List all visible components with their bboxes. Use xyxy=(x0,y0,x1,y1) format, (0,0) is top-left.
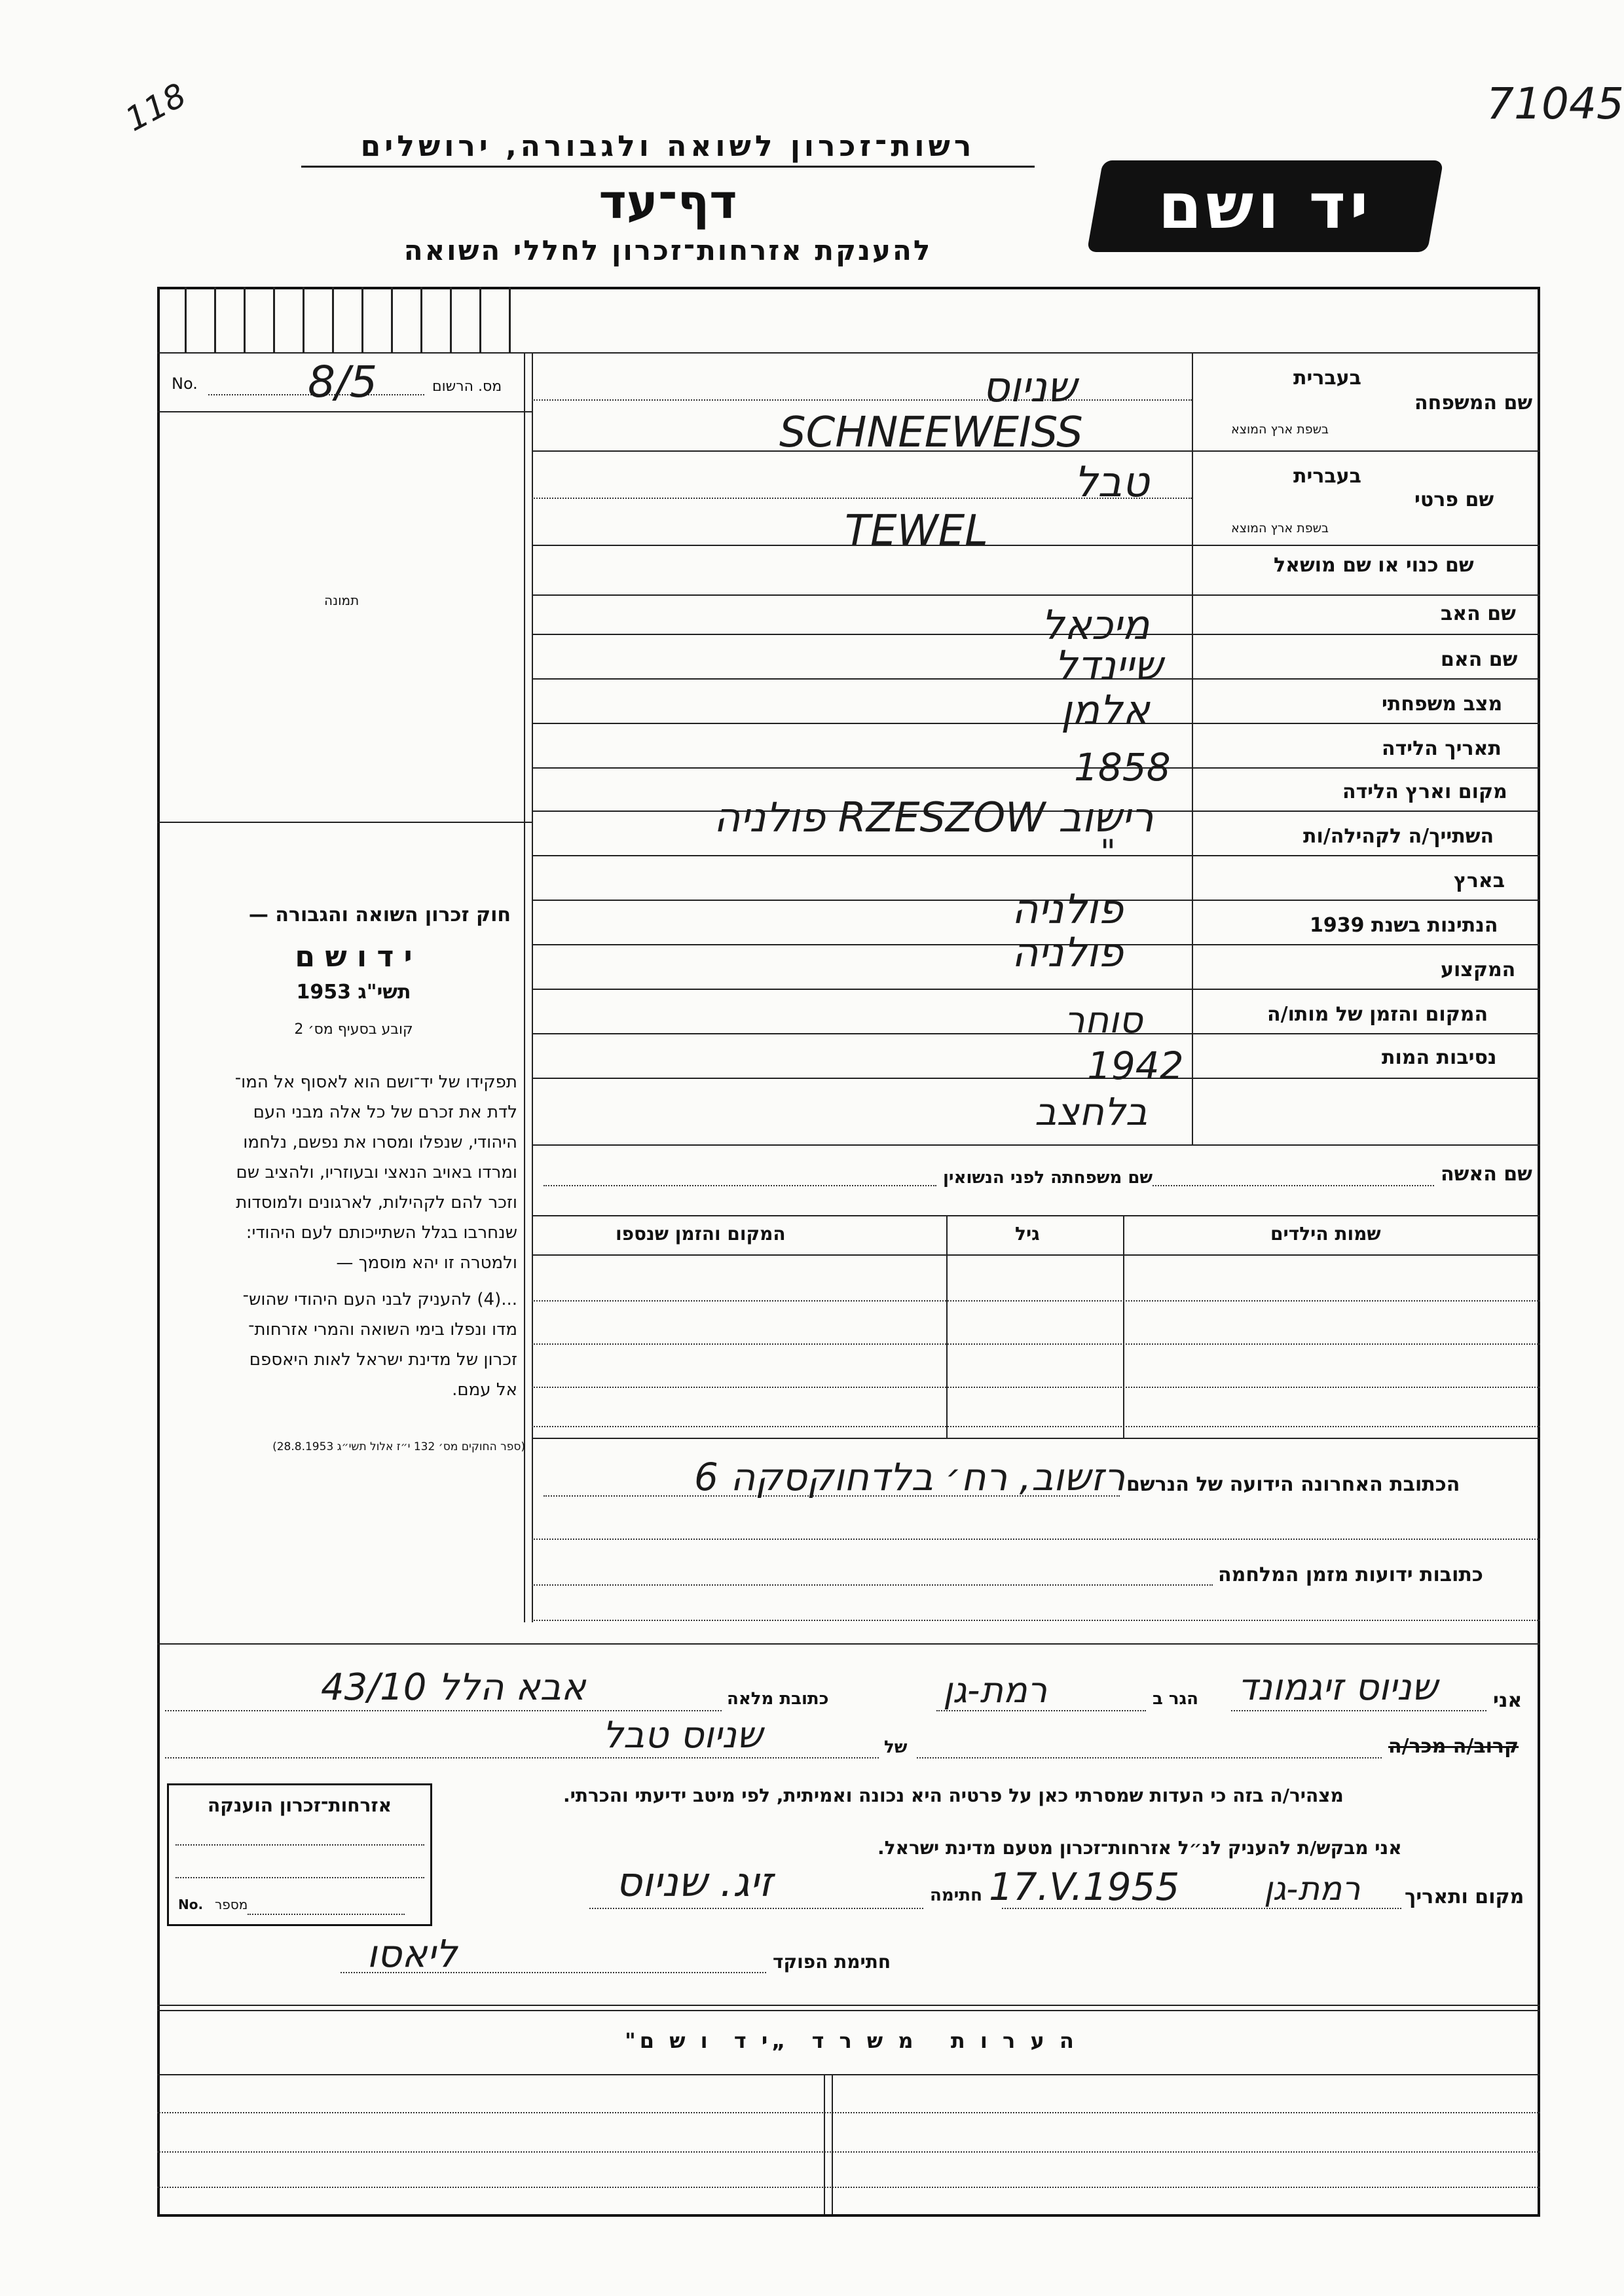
value-mother: שיינדל xyxy=(1054,642,1163,689)
office-notes-heading: ה ע ר ו ת מ ש ר ד „י ד ו ש ם" xyxy=(625,2028,1078,2053)
value-declarant-name: שניוס זיגמונד xyxy=(1238,1666,1438,1709)
label-country: בארץ xyxy=(1454,869,1505,892)
value-officer-signature: ליאסו xyxy=(367,1931,458,1976)
law-line: שנחרבו בגלל השתייכותם לעם היהודי: xyxy=(246,1223,517,1243)
registration-no-label: No. xyxy=(172,374,198,393)
label-i: אני xyxy=(1493,1689,1522,1712)
value-birth-date: 1858 xyxy=(1074,745,1171,790)
value-declarant-city: רמת-גן xyxy=(943,1669,1048,1711)
law-line: ולמטרה זו יהא מוסמך — xyxy=(336,1253,517,1273)
label-birth-place: מקום וארץ הלידה xyxy=(1342,780,1507,803)
document-subtitle: להענקת אזרחות־זכרון לחללי השואה xyxy=(403,234,932,266)
certificate-title: אזרחות־זכרון הוענקה xyxy=(208,1795,392,1816)
label-wartime-addresses: כתובות ידועות מזמן המלחמה xyxy=(1218,1563,1483,1586)
document-title: דף־עד xyxy=(599,174,737,229)
law-source: (ספר החוקים מס׳ 132 י״ז אלול תשי״ג 28.8.1953) xyxy=(272,1440,525,1453)
label-family-name: שם המשפחה xyxy=(1414,392,1533,414)
label-father: שם האב xyxy=(1441,602,1516,625)
value-marital: אלמן xyxy=(1061,686,1150,734)
value-death-cause: בלחצב xyxy=(1035,1089,1148,1134)
label-first-origin-language: בשפת ארץ המוצא xyxy=(1231,521,1329,536)
yad-vashem-logo: יד ושם xyxy=(1087,160,1444,252)
label-marital: מצב משפחתי xyxy=(1382,693,1503,716)
label-death-cause: נסיבות המות xyxy=(1382,1046,1497,1069)
header-age: גיל xyxy=(1015,1223,1040,1245)
label-maiden-name: שם משפחתה לפני הנשואין xyxy=(943,1168,1153,1188)
value-signature: זיג. שניוס xyxy=(616,1858,773,1906)
certificate-no-label: No. xyxy=(178,1897,204,1912)
law-line: היהודי, שנפלו ומסרו את נפשם, נלחמו xyxy=(243,1133,517,1152)
label-signature: חתימה xyxy=(930,1886,982,1905)
label-of: של xyxy=(884,1738,908,1757)
label-full-address: כתובת מלאה xyxy=(727,1689,829,1709)
value-family-origin: SCHNEEWEISS xyxy=(779,409,1083,457)
law-line: מדו ונפלו בימי השואה והמרי אזרחות־ xyxy=(248,1320,517,1339)
registration-number: 8/5 xyxy=(308,357,378,407)
law-line: תפקידו של יד־ושם הוא לאסוף אל המו־ xyxy=(234,1072,517,1092)
label-in-hebrew-2: בעברית xyxy=(1293,465,1361,488)
value-birth-place: רישוב RZESZOW פולניה xyxy=(714,793,1154,841)
value-date: 17.V.1955 xyxy=(989,1865,1180,1909)
archive-number-right: 71045 xyxy=(1486,79,1624,129)
value-declarant-address: אבא הלל 43/10 xyxy=(321,1666,586,1709)
label-resides: הגר ב xyxy=(1153,1689,1199,1709)
top-grid xyxy=(157,287,537,352)
value-first-hebrew: טבל xyxy=(1074,458,1149,507)
declaration-statement-2: אני מבקש/ת להעניק לנ״ל אזרחות־זכרון מטעם מדינת ישראל. xyxy=(877,1837,1402,1859)
value-last-address: רזשוב, רח׳ בלדחוקסקה 6 xyxy=(694,1455,1126,1499)
law-name: י ד ו ש ם xyxy=(295,940,413,974)
law-text xyxy=(177,1067,517,1405)
label-place-date: מקום ותאריך xyxy=(1405,1886,1524,1908)
value-community: " xyxy=(1100,833,1116,872)
value-place: רמת-גן xyxy=(1264,1870,1361,1908)
label-nickname: שם כנוי או שם מושאל xyxy=(1274,554,1474,577)
law-clause: קובע בסעיף מס׳ 2 xyxy=(294,1021,413,1038)
value-relation: שניוס טבל xyxy=(602,1714,763,1757)
header-place-time-died: המקום והזמן שנספו xyxy=(616,1223,786,1245)
value-first-origin: TEWEL xyxy=(845,507,988,555)
registration-label: מס. הרשום xyxy=(432,378,502,395)
value-death-year: 1942 xyxy=(1087,1044,1184,1088)
archive-number-left: 118 xyxy=(119,75,193,139)
header-children-names: שמות הילדים xyxy=(1270,1223,1381,1245)
photo-label: תמונה xyxy=(324,592,360,608)
label-wife: שם האשה xyxy=(1441,1163,1532,1186)
law-year: תשי"ג 1953 xyxy=(296,981,411,1004)
label-profession: המקצוע xyxy=(1441,958,1516,981)
law-line: אל עמם. xyxy=(452,1380,517,1400)
declaration-statement-1: מצהיר/ה בזה כי העדות שמסרתי כאן על פרטיה היא נכונה ואמיתית, לפי מיטב ידיעתי והכרתי. xyxy=(563,1785,1344,1806)
value-country: פולניה xyxy=(1012,885,1124,933)
label-community: השתייך/ה לקהילה/ות xyxy=(1303,825,1494,848)
label-death-place-time: המקום והזמן של מותו/ה xyxy=(1267,1003,1488,1026)
law-line: ומרדו באויב הנאצי ובעוזריו, ולהציב שם xyxy=(236,1163,517,1182)
law-line: לדת את זכרם של כל אלה מבני העם xyxy=(253,1102,517,1122)
label-first-name: שם פרטי xyxy=(1414,488,1494,511)
label-family-origin-language: בשפת ארץ המוצא xyxy=(1231,422,1329,437)
label-birth-date: תאריך הלידה xyxy=(1382,737,1502,760)
label-relative: קרוב/ה מכר/ה xyxy=(1388,1735,1519,1758)
label-officer-signature: חתימת הפוקד xyxy=(773,1951,891,1973)
authority-line: רשות־זכרון לשואה ולגבורה, ירושלים xyxy=(301,130,1035,168)
law-heading: חוק זכרון השואה והגבורה — xyxy=(248,903,511,926)
certificate-number-label: מספר xyxy=(215,1897,248,1912)
label-mother: שם האם xyxy=(1441,648,1518,671)
value-citizenship: פולניה xyxy=(1012,928,1124,976)
law-line: ...(4) להעניק לבני העם היהודי שהוש־ xyxy=(242,1290,517,1309)
value-family-hebrew: שניוס xyxy=(982,363,1077,412)
value-profession: סוחר xyxy=(1064,999,1143,1042)
label-in-hebrew: בעברית xyxy=(1293,367,1361,390)
law-line: זכרון של מדינת ישראל לאות היאספם xyxy=(249,1350,517,1370)
certificate-box xyxy=(167,1783,432,1926)
law-line: וזכר להם לקהילות, לארגונים ולמוסדות xyxy=(236,1193,517,1212)
value-father: מיכאל xyxy=(1041,601,1150,649)
label-last-address: הכתובת האחרונה הידועה של הנרשם xyxy=(1126,1473,1460,1496)
label-citizenship: הנתינות בשנת 1939 xyxy=(1310,914,1498,937)
